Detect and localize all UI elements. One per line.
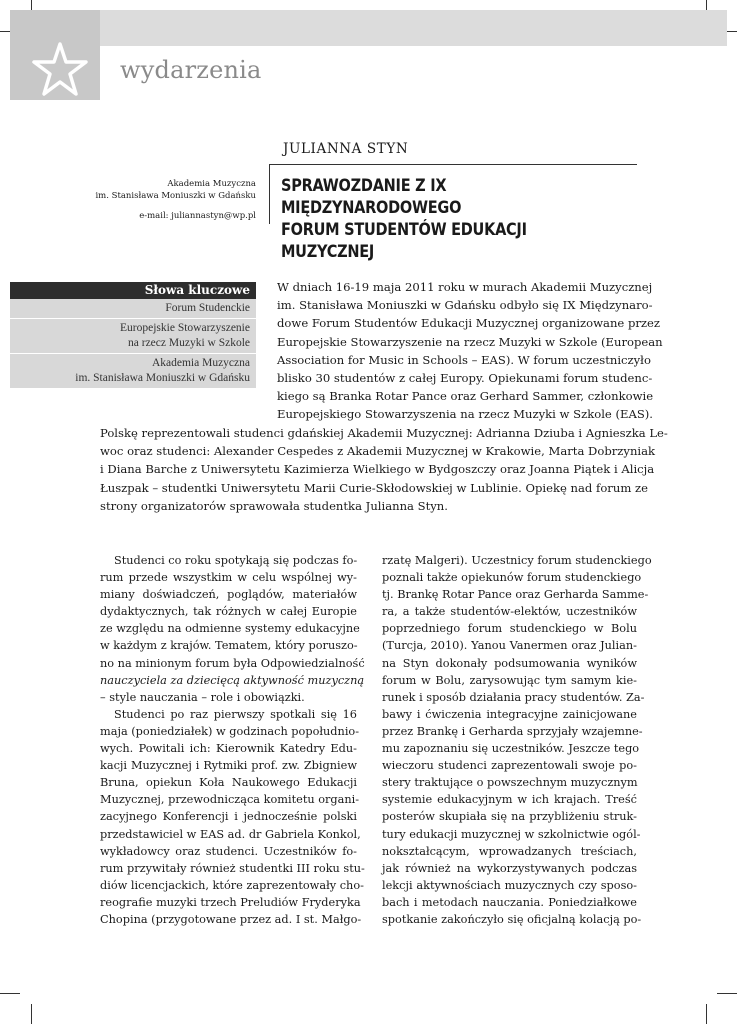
- text-line: ra, a także studentów-elektów, uczestników: [382, 605, 637, 619]
- text-line: zacyjnego Konferencji i jednocześnie polski: [100, 810, 357, 824]
- text-line: rum przywitały również studentki III roku stu-: [100, 861, 365, 875]
- text-line: i Diana Barche z Uniwersytetu Kazimierza Wielkiego w Bydgoszczy oraz Joanna Piątek i Alicja: [100, 462, 655, 477]
- text-line: nokształcącym, wprowadzanych treściach,: [382, 844, 637, 858]
- title-line: FORUM STUDENTÓW EDUKACJI MUZYCZNEJ: [281, 220, 527, 261]
- text-line: Łuszpak – studentki Uniwersytetu Marii Curie-Skłodowskiej w Lublinie. Opiekę nad forum ze: [100, 480, 648, 495]
- text-line: spotkanie zakończyło się oficjalną kolacją po-: [382, 912, 642, 926]
- text-line: posterów skupiała się na przybliżeniu struk-: [382, 810, 637, 824]
- text-line: przedstawiciel w EAS ad. dr Gabriela Konkol,: [100, 827, 361, 841]
- text-line: jak również na wykorzystywanych podczas: [382, 861, 637, 875]
- text-line: rzatę Malgeri). Uczestnicy forum studenckiego: [382, 554, 652, 567]
- keyword-item: [10, 299, 256, 319]
- crop-mark: [706, 1004, 707, 1024]
- text-line: (Turcja, 2010). Yanou Vanermen oraz Julian-: [382, 639, 637, 653]
- title-rule: [269, 164, 637, 165]
- affiliation-email: e-mail: juliannastyn@wp.pl: [139, 211, 256, 221]
- text-line: dowe Forum Studentów Edukacji Muzycznej organizowane przez: [277, 316, 661, 331]
- text-line: – style nauczania – role i obowiązki.: [100, 690, 305, 704]
- text-line: im. Stanisława Moniuszki w Gdańsku odbyło się IX Międzynaro-: [277, 298, 653, 313]
- keywords-box: [10, 282, 256, 389]
- text-line: Studenci po raz pierwszy spotkali się 16: [114, 707, 357, 721]
- text-line: wych. Powitali ich: Kierownik Katedry Edu-: [100, 742, 357, 756]
- text-line: lekcji aktywnościach muzycznych czy sposo-: [382, 878, 637, 892]
- text-line: blisko 30 studentów z całej Europy. Opiekunami forum studenc-: [277, 371, 653, 386]
- text-line: strony organizatorów sprawowała studentka Julianna Styn.: [100, 498, 448, 513]
- text-line: W dniach 16-19 maja 2011 roku w murach Akademii Muzycznej: [277, 280, 653, 294]
- text-line: Polskę reprezentowali studenci gdańskiej Akademii Muzycznej: Adrianna Dziuba i Agnieszka Le-: [100, 426, 668, 440]
- text-line: kiego są Branka Rotar Pance oraz Gerhard Sammer, członkowie: [277, 389, 654, 404]
- text-line: nauczyciela za dziecięcą aktywność muzyczną: [100, 673, 365, 687]
- text-line: Bruna, opiekun Koła Naukowego Edukacji: [100, 776, 357, 790]
- text-line: wieczoru studenci zaprezentowali swoje po-: [382, 759, 637, 773]
- text-line: rum przede wszystkim w celu wspólnej wy-: [100, 571, 357, 585]
- text-line: forum w Bolu, zarysowując tym samym kie-: [382, 673, 637, 687]
- header-band: [10, 10, 727, 46]
- section-title: wydarzenia: [120, 56, 262, 84]
- abstract-paragraph: [277, 278, 663, 424]
- text-line: tury edukacji muzycznej w szkolnictwie ogól-: [382, 827, 641, 841]
- affiliation-line: Akademia Muzyczna: [167, 179, 256, 189]
- crop-mark: [31, 1004, 32, 1024]
- text-line: woc oraz studenci: Alexander Cespedes z Akademii Muzycznej w Krakowie, Marta Dobrzyniak: [100, 444, 656, 459]
- text-line: w każdym z krajów. Tematem, który poruszo-: [100, 639, 358, 653]
- text-line: Chopina (przygotowane przez ad. I st. Małgo-: [100, 912, 362, 926]
- star-icon: [30, 40, 90, 100]
- text-line: ze względu na odmienne systemy edukacyjne: [100, 622, 360, 636]
- affiliation-line: im. Stanisława Moniuszki w Gdańsku: [95, 191, 256, 201]
- keyword-line: Akademia Muzyczna: [151, 357, 250, 369]
- text-line: maja (poniedziałek) w godzinach popołudnio-: [100, 724, 360, 738]
- text-line: kacji Muzycznej i Rytmiki prof. zw. Zbigniew: [100, 759, 357, 773]
- keyword-item: [10, 354, 256, 389]
- text-line: Studenci co roku spotykają się podczas fo-: [114, 554, 358, 567]
- text-line: poznali także opiekunów forum studenckiego: [382, 571, 642, 585]
- keyword-line: im. Stanisława Moniuszki w Gdańsku: [75, 372, 250, 384]
- author-name: JULIANNA STYN: [283, 141, 409, 157]
- text-line: diów licencjackich, które zaprezentowały cho-: [100, 878, 364, 892]
- text-line: Europejskiego Stowarzyszenia na rzecz Muzyki w Szkole (EAS).: [277, 407, 653, 422]
- text-line: stery traktujące o powszechnym muzycznym: [382, 776, 638, 790]
- text-line: wykładowcy oraz studenci. Uczestników fo-: [100, 844, 357, 858]
- affiliation-institution: [60, 178, 256, 202]
- keyword-line: Europejskie Stowarzyszenie: [120, 322, 250, 334]
- text-line: reografie muzyki trzech Preludiów Fryderyka: [100, 895, 361, 909]
- text-line: runek i sposób działania pracy studentów. Za-: [382, 690, 645, 704]
- text-line: dydaktycznych, tak różnych w całej Europie: [100, 605, 357, 619]
- text-line: miany doświadczeń, poglądów, materiałów: [100, 588, 357, 602]
- keywords-heading: Słowa kluczowe: [10, 282, 256, 299]
- text-line: Association for Music in Schools – EAS). W forum uczestniczyło: [277, 352, 651, 367]
- body-column-right: [382, 552, 652, 928]
- keyword-item: [10, 319, 256, 354]
- crop-mark: [0, 993, 20, 994]
- text-line: poprzedniego forum studenckiego w Bolu: [382, 622, 637, 636]
- text-line: tj. Brankę Rotar Pance oraz Gerharda Samme-: [382, 588, 649, 602]
- text-line: mu zapoznaniu się uczestników. Jeszcze tego: [382, 742, 640, 756]
- text-line: przez Brankę i Gerharda sprzyjały wzajemne-: [382, 724, 643, 738]
- title-vertical-rule: [269, 164, 270, 224]
- body-column-left: [100, 552, 365, 928]
- text-line: no na minionym forum była Odpowiedzialność: [100, 656, 365, 670]
- abstract-paragraph-continued: [100, 424, 668, 515]
- text-line: Europejskie Stowarzyszenie na rzecz Muzyki w Szkole (European: [277, 334, 663, 349]
- text-line: bach i metodach nauczania. Poniedziałkowe: [382, 895, 637, 909]
- keyword-line: na rzecz Muzyki w Szkole: [128, 337, 250, 349]
- text-line: na Styn dokonały podsumowania wyników: [382, 656, 637, 670]
- keyword-line: Forum Studenckie: [165, 302, 250, 314]
- text-line: Muzycznej, przewodnicząca komitetu organi-: [100, 793, 360, 807]
- text-line: bawy i ćwiczenia integracyjne zainicjowane: [382, 707, 637, 721]
- title-line: SPRAWOZDANIE Z IX MIĘDZYNARODOWEGO: [281, 176, 462, 217]
- crop-mark: [717, 993, 737, 994]
- article-title: [281, 175, 615, 263]
- text-line: systemie edukacyjnym w ich krajach. Treść: [382, 793, 637, 807]
